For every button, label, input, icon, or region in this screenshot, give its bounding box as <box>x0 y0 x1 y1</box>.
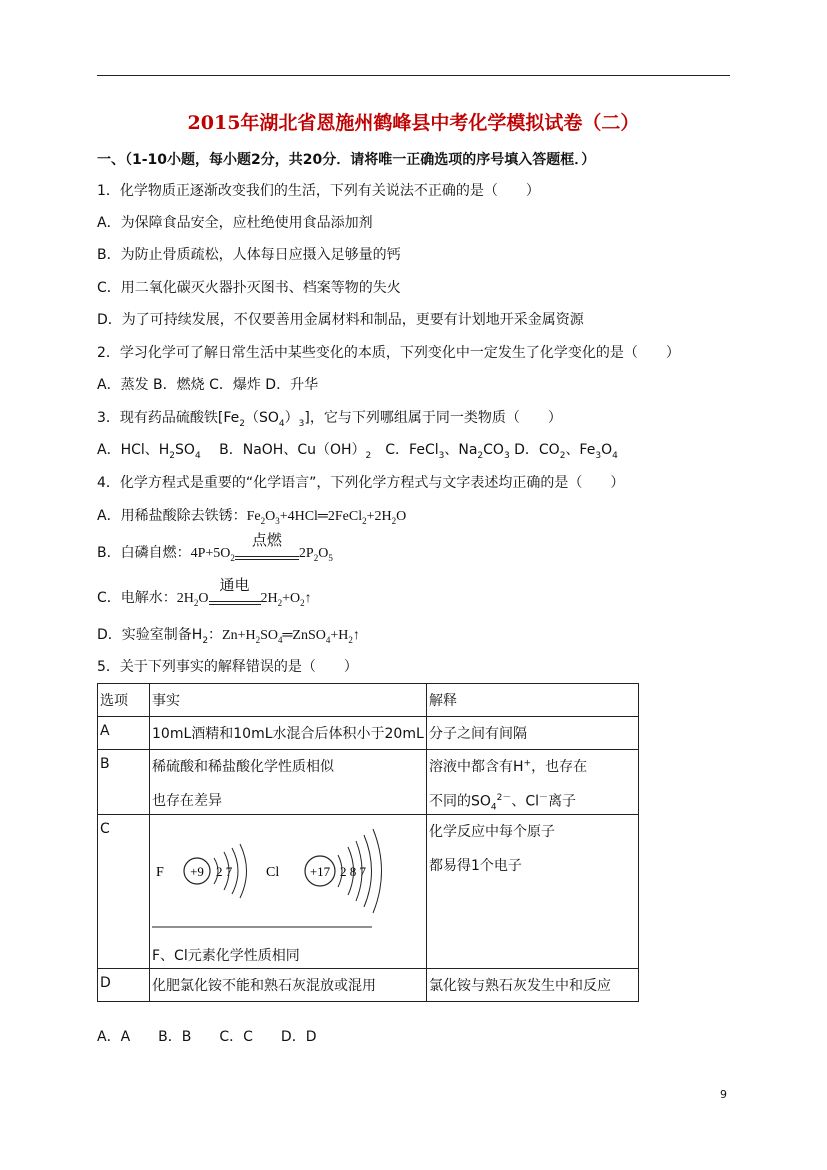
q3-stem-pre: 3．现有药品硫酸铁[Fe <box>97 410 240 426</box>
table-row <box>98 750 639 815</box>
row-b-option: B <box>98 750 150 815</box>
q4-c-prefix: C．电解水： <box>97 590 177 606</box>
page-title: 2015年湖北省恩施州鹤峰县中考化学模拟试卷（二） <box>187 112 640 134</box>
table-header-row <box>98 684 639 717</box>
cl-shell-arc <box>373 829 382 913</box>
f-shell-arc <box>232 848 238 894</box>
q4-option-b: B．白磷自燃：$4P+5O_2$ 点燃 $2P_2O_5$ <box>97 544 333 567</box>
q1-option-d: D．为了可持续发展，不仅要善用金属材料和制品，更要有计划地开采金属资源 <box>97 312 584 328</box>
header-explanation: 解释 <box>427 684 639 717</box>
row-c-explanation: 化学反应中每个原子 都易得1个电子 <box>427 815 639 969</box>
row-c-fact <box>150 815 427 969</box>
row-a-explanation: 分子之间有间隔 <box>427 717 639 750</box>
q1-stem: 1．化学物质正逐渐改变我们的生活，下列有关说法不正确的是（ ） <box>97 183 540 199</box>
atomic-structure-diagram <box>152 821 422 939</box>
row-d-fact: 化肥氯化铵不能和熟石灰混放或混用 <box>150 969 427 1002</box>
cl-nucleus: +17 <box>309 864 331 879</box>
header-fact: 事实 <box>150 684 427 717</box>
page-number: 9 <box>720 1088 727 1101</box>
q4-option-d: D．实验室制备$H_2$：$Zn+H_2SO_4═ZnSO_4+H_2↑$ <box>97 627 360 646</box>
header-rule <box>97 75 730 76</box>
row-d-explanation: 氯化铵与熟石灰发生中和反应 <box>427 969 639 1002</box>
reaction-condition-ignite: 点燃 <box>235 549 299 567</box>
q1-option-c: C．用二氧化碳灭火器扑灭图书、档案等物的失火 <box>97 280 401 296</box>
q4-d-prefix: D．实验室制备H <box>97 627 203 643</box>
f-shell-arc <box>240 844 247 898</box>
row-d-option: D <box>98 969 150 1002</box>
q5-answers: A．A B．B C．C D．D <box>97 1029 317 1045</box>
q1-option-a: A．为保障食品安全，应杜绝使用食品添加剂 <box>97 215 373 231</box>
q3-options: A．HCl、$H_2SO_4$ B．NaOH、$Cu(OH)_2$ C．FeCl$_3$、$Na_2CO_3$ D．$CO_2$、$Fe_3O_4$ <box>97 442 618 461</box>
q2-options: A．蒸发 B．燃烧 C．爆炸 D．升华 <box>97 377 319 393</box>
f-nucleus: +9 <box>190 864 204 879</box>
table-row <box>98 717 639 750</box>
q4-stem: 4．化学方程式是重要的“化学语言”，下列化学方程式与文字表述均正确的是（ ） <box>97 475 625 491</box>
q2-stem: 2．学习化学可了解日常生活中某些变化的本质，下列变化中一定发生了化学变化的是（ ） <box>97 345 680 361</box>
cl-shells: 2 8 7 <box>340 864 366 879</box>
f-shells: 2 7 <box>216 864 233 879</box>
row-a-option: A <box>98 717 150 750</box>
row-a-fact: 10mL酒精和10mL水混合后体积小于20mL <box>150 717 427 750</box>
table-row <box>98 815 639 969</box>
q5-table <box>97 683 639 1002</box>
q4-b-prefix: B．白磷自燃： <box>97 545 191 561</box>
section-heading: 一、（1-10小题，每小题2分，共20分．请将唯一正确选项的序号填入答题框．） <box>97 152 596 168</box>
q4-option-c: C．电解水：$2H_2O$ 通电 $2H_2+O_2↑$ <box>97 589 312 612</box>
header-option: 选项 <box>98 684 150 717</box>
q4-a-prefix: A．用稀盐酸除去铁锈： <box>97 508 247 524</box>
table-row <box>98 969 639 1002</box>
q3-stem-post: ，它与下列哪组属于同一类物质（ ） <box>309 410 562 426</box>
row-c-option: C <box>98 815 150 969</box>
row-b-explanation: 溶液中都含有H+，也存在 不同的$SO_4^{2-}$、Cl－离子 <box>427 750 639 815</box>
q1-option-b: B．为防止骨质疏松，人体每日应摄入足够量的钙 <box>97 247 401 263</box>
f-label: F <box>156 865 164 880</box>
cl-label: Cl <box>266 865 280 880</box>
row-c-fact-text: F、Cl元素化学性质相同 <box>152 948 300 964</box>
q5-stem: 5．关于下列事实的解释错误的是（ ） <box>97 659 358 675</box>
row-b-fact: 稀硫酸和稀盐酸化学性质相似 也存在差异 <box>150 750 427 815</box>
reaction-condition-electrolysis: 通电 <box>209 594 261 612</box>
q4-option-a: A．用稀盐酸除去铁锈：$Fe_2O_3+4HCl═2FeCl_2+2H_2O$ <box>97 508 407 526</box>
q3-stem: 3．现有药品硫酸铁$[Fe_2(SO_4)_3]$，它与下列哪组属于同一类物质（ ） <box>97 410 562 429</box>
